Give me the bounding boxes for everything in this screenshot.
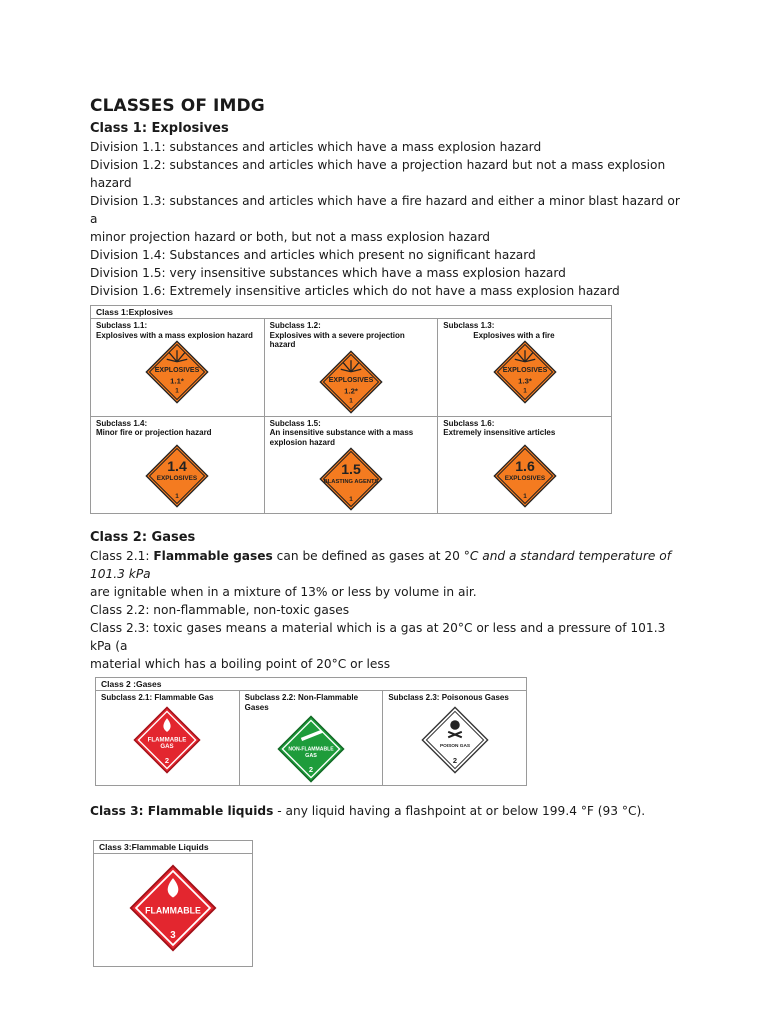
poison-gas-diamond-icon (421, 706, 489, 774)
diamond-class-number: 1 (522, 492, 527, 500)
diamond-text-2: GAS (160, 742, 174, 750)
division-line: Division 1.5: very insensitive substances which have a mass explosion hazard (90, 266, 566, 280)
subclass-desc: Extremely insensitive articles (443, 428, 556, 437)
diamond-text-2: 1.3* (517, 376, 532, 386)
class3-cell (94, 854, 253, 967)
subclass-label: Subclass 1.4: (96, 418, 148, 428)
diamond-class-number: 1 (175, 387, 180, 395)
diamond-text-1: FLAMMABLE (147, 735, 187, 743)
class2-1-bold: Flammable gases (153, 549, 273, 563)
diamond-text-2: 1.1* (170, 376, 185, 386)
subclass-cell-1-2 (264, 319, 438, 417)
table-header: Class 2 :Gases (96, 678, 527, 691)
table-header: Class 1:Explosives (91, 306, 612, 319)
table-header: Class 3:Flammable Liquids (94, 841, 253, 854)
diamond-text-2: EXPLOSIVES (157, 474, 198, 482)
subclass-label (245, 693, 378, 712)
explosive-diamond-icon (493, 444, 557, 508)
flammable-gas-diamond-icon (133, 706, 201, 774)
subclass-label: Subclass 1.5: (269, 418, 321, 428)
flammable-liquid-diamond-icon (129, 864, 217, 952)
subclass-label: Subclass 1.3: (443, 321, 495, 330)
diamond-text-2: EXPLOSIVES (504, 474, 545, 482)
subclass-cell-1-6 (438, 416, 612, 514)
diamond-text-1: FLAMMABLE (145, 905, 201, 916)
subclass-cell-1-1 (91, 319, 265, 417)
class2-heading: Class 2: Gases (90, 530, 196, 545)
non-flammable-gas-diamond-icon (277, 715, 345, 783)
diamond-text-2: GAS (305, 753, 317, 760)
diamond-text-1: NON-FLAMMABLE (288, 746, 334, 753)
explosive-diamond-icon (145, 444, 209, 508)
subclass-cell-2-3 (383, 691, 527, 786)
diamond-text-1: EXPLOSIVES (155, 367, 200, 374)
class2-line: are ignitable when in a mixture of 13% or less by volume in air. (90, 585, 477, 599)
class2-table (95, 677, 527, 786)
subclass-desc: Poisonous Gases (441, 693, 509, 702)
diamond-text-1: 1.5 (341, 460, 361, 477)
diamond-class-number: 1 (349, 396, 353, 404)
subclass-desc: Minor fire or projection hazard (96, 428, 212, 437)
subclass-label (388, 693, 521, 703)
class2-line: Class 2.2: non-flammable, non-toxic gases (90, 603, 350, 617)
subclass-desc: Explosives with a mass explosion hazard (96, 330, 253, 340)
explosive-diamond-icon (319, 350, 383, 414)
diamond-text-2: 1.2* (344, 386, 358, 396)
division-line: Division 1.4: Substances and articles which present no significant hazard (90, 248, 536, 262)
page-title: CLASSES OF IMDG (90, 96, 265, 116)
explosive-diamond-icon (145, 340, 209, 404)
subclass-desc: Non-Flammable Gases (244, 693, 359, 712)
subclass-cell-2-2 (239, 691, 383, 786)
subclass-desc: An insensitive substance with a mass explosion hazard (269, 428, 414, 447)
subclass-desc: Explosives with a fire (473, 330, 555, 340)
document-body (90, 96, 690, 967)
diamond-text-1: POISON GAS (439, 743, 470, 749)
division-line: Division 1.6: Extremely insensitive articles which do not have a mass explosion hazard (90, 284, 620, 298)
division-line: Division 1.3: substances and articles which have a fire hazard and either a minor blast hazard or a (90, 194, 680, 226)
subclass-label (101, 693, 234, 703)
class1-table (90, 305, 612, 514)
class3-description: - any liquid having a flashpoint at or below 199.4 °F (93 °C). (273, 804, 646, 818)
diamond-class-number: 3 (170, 929, 176, 941)
subclass-number: Subclass 2.2: (244, 693, 296, 702)
diamond-text-1: 1.4 (167, 457, 188, 474)
class2-1-prefix: Class 2.1: (90, 549, 154, 563)
diamond-class-number: 2 (452, 755, 457, 765)
subclass-desc: Flammable Gas (154, 693, 214, 702)
class3-line (90, 802, 690, 820)
diamond-text-1: 1.6 (514, 457, 535, 474)
class2-line: material which has a boiling point of 20°C or less (90, 657, 391, 671)
subclass-cell-1-3 (438, 319, 612, 417)
class2-line: Class 2.3: toxic gases means a material which is a gas at 20°C or less and a pressure of 101.3 kPa (a (90, 621, 666, 653)
subclass-number: Subclass 2.1: (101, 693, 153, 702)
class2-1-italic: C and a standard temperature of 101.3 kPa (90, 549, 672, 581)
division-line: minor projection hazard or both, but not a mass explosion hazard (90, 230, 490, 244)
class2-1-mid: can be defined as gases at 20 ° (272, 549, 470, 563)
diamond-class-number: 1 (349, 495, 353, 503)
class1-heading: Class 1: Explosives (90, 121, 229, 136)
subclass-cell-1-5 (264, 416, 438, 514)
subclass-label: Subclass 1.6: (443, 418, 495, 428)
subclass-desc: Explosives with a severe projection hazard (269, 330, 405, 349)
diamond-class-number: 1 (175, 492, 180, 500)
explosive-diamond-icon (493, 340, 557, 404)
division-line: Division 1.2: substances and articles which have a projection hazard but not a mass explosion hazard (90, 158, 666, 190)
subclass-label: Subclass 1.1: (96, 321, 148, 330)
subclass-cell-2-1 (96, 691, 240, 786)
class2-1-line (90, 547, 690, 583)
diamond-class-number: 1 (522, 387, 527, 395)
diamond-text-1: EXPLOSIVES (502, 367, 547, 374)
class1-divisions (90, 138, 690, 300)
class3-heading: Class 3: Flammable liquids (90, 804, 274, 818)
explosive-diamond-icon (319, 447, 383, 511)
diamond-class-number: 2 (165, 755, 170, 765)
division-line: Division 1.1: substances and articles which have a mass explosion hazard (90, 140, 542, 154)
diamond-text-1: EXPLOSIVES (328, 376, 374, 384)
subclass-cell-1-4 (91, 416, 265, 514)
diamond-class-number: 2 (308, 765, 314, 775)
subclass-number: Subclass 2.3: (388, 693, 440, 702)
diamond-text-2: BLASTING AGENTS (323, 478, 379, 485)
subclass-label: Subclass 1.2: (269, 321, 321, 330)
class3-table (93, 840, 253, 967)
